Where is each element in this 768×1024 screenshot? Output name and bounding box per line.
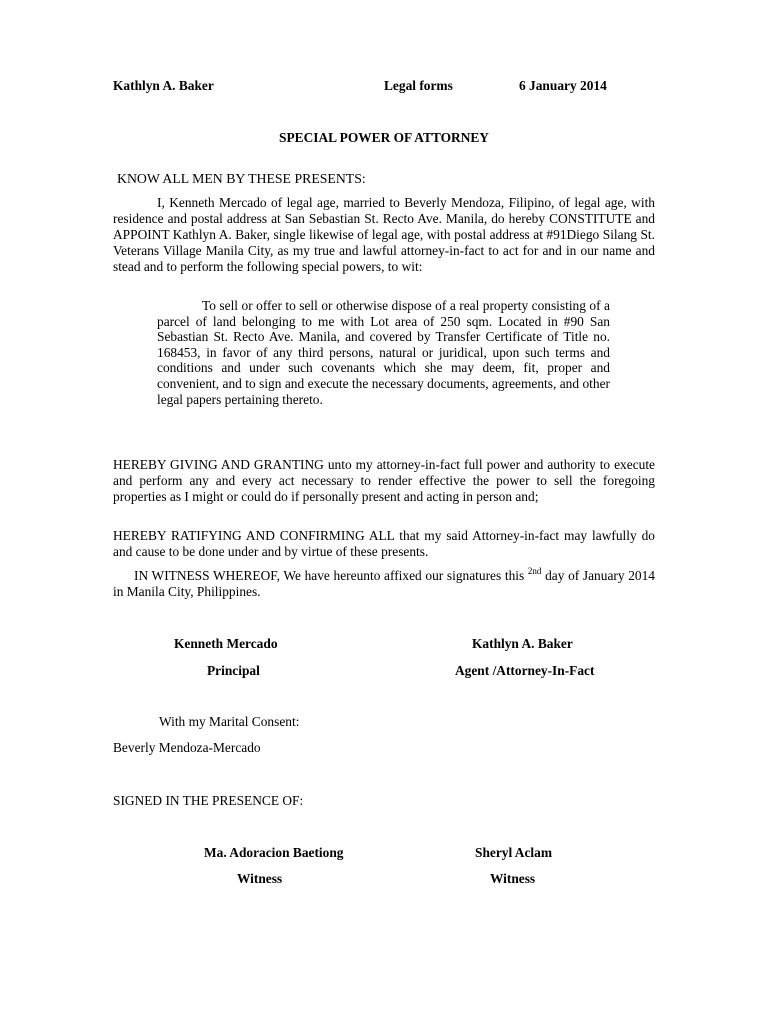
witness2-name: Sheryl Aclam bbox=[475, 845, 552, 860]
agent-role: Agent /Attorney-In-Fact bbox=[455, 663, 595, 678]
ratifying-paragraph: HEREBY RATIFYING AND CONFIRMING ALL that my said Attorney-in-fact may lawfully do and cause to be done under and by virtue of these presents. bbox=[113, 528, 655, 559]
powers-paragraph bbox=[157, 298, 610, 407]
header-date: 6 January 2014 bbox=[519, 78, 607, 93]
header-category: Legal forms bbox=[384, 78, 453, 93]
witness1-name: Ma. Adoracion Baetiong bbox=[204, 845, 344, 860]
presence-label: SIGNED IN THE PRESENCE OF: bbox=[113, 793, 304, 808]
principal-name: Kenneth Mercado bbox=[174, 636, 278, 651]
marital-consent-label: With my Marital Consent: bbox=[159, 714, 300, 729]
header-author: Kathlyn A. Baker bbox=[113, 78, 214, 93]
agent-name: Kathlyn A. Baker bbox=[472, 636, 573, 651]
marital-consent-name: Beverly Mendoza-Mercado bbox=[113, 740, 261, 755]
granting-paragraph: HEREBY GIVING AND GRANTING unto my attorney-in-fact full power and authority to execute and perform any and every act necessary to render effective the power to sell the foregoing properties as I might or could do if personally present and acting in person and; bbox=[113, 457, 655, 504]
witness2-role: Witness bbox=[490, 871, 536, 886]
principal-role: Principal bbox=[207, 663, 260, 678]
document-title: SPECIAL POWER OF ATTORNEY bbox=[279, 130, 489, 145]
opening-line: KNOW ALL MEN BY THESE PRESENTS: bbox=[117, 171, 366, 186]
witness-clause-after: day of January 2014 in Manila City, Philippines. bbox=[113, 568, 655, 599]
powers-text: To sell or offer to sell or otherwise dispose of a real property consisting of a parcel of land belonging to me with Lot area of 250 sqm. Located in #90 San Sebastian St. Recto Ave. Manila, and covered by Transfer Certificate of Title no. 168453, in favor of any third persons, natural or juridical, upon such terms and conditions and under such covenants which she may deem, fit, proper and convenient, and to sign and execute the necessary documents, agreements, and other legal papers pertaining thereto. bbox=[157, 298, 610, 407]
appointment-paragraph: I, Kenneth Mercado of legal age, married to Beverly Mendoza, Filipino, of legal age, with residence and postal address at San Sebastian St. Recto Ave. Manila, do hereby CONSTITUTE and APPOINT Kathlyn A. Baker, single likewise of legal age, with postal address at #91Diego Silang St. Veterans Village Manila City, as my true and lawful attorney-in-fact to act for and in our name and stead and to perform the following special powers, to wit: bbox=[113, 195, 655, 274]
witness1-role: Witness bbox=[237, 871, 283, 886]
witness-clause-day: 2nd bbox=[527, 566, 542, 576]
witness-clause-before: IN WITNESS WHEREOF, We have hereunto affixed our signatures this bbox=[134, 568, 528, 583]
witness-clause bbox=[113, 568, 655, 600]
